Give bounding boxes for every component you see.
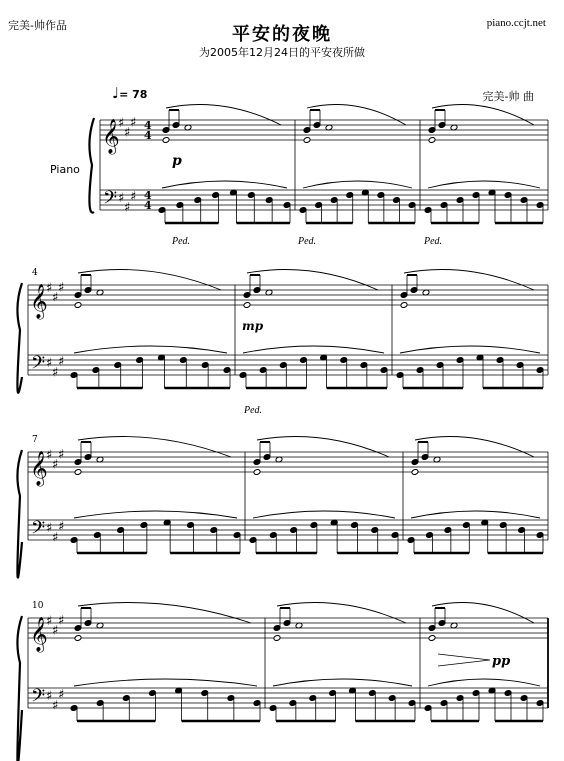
treble-staff	[100, 104, 548, 155]
slur	[428, 679, 540, 686]
measure-number: 4	[32, 268, 38, 278]
system-brace	[89, 118, 94, 213]
slur	[257, 436, 389, 457]
pedal-mark: Ped.	[172, 236, 191, 247]
note-head	[243, 302, 251, 309]
score-system	[17, 268, 548, 393]
slur	[74, 346, 227, 353]
note-head	[273, 635, 281, 642]
slur	[415, 436, 534, 457]
treble-clef-icon: 𝄞	[30, 284, 48, 319]
note-head	[400, 302, 408, 309]
bass-staff	[28, 679, 548, 721]
note-head	[74, 635, 82, 642]
slur	[74, 679, 257, 686]
bass-clef-icon: 𝄢	[31, 353, 46, 378]
sharp-sign: ♯	[46, 448, 53, 463]
note-head	[74, 469, 82, 476]
sharp-sign: ♯	[58, 280, 65, 296]
slur	[78, 269, 221, 290]
time-signature-bottom: 4	[144, 129, 152, 142]
note-head	[74, 302, 82, 309]
slur	[277, 602, 406, 623]
score-system	[89, 104, 548, 223]
dynamic-marking: mp	[242, 319, 264, 333]
system-brace	[17, 616, 22, 761]
time-signature-bottom: 4	[144, 199, 152, 212]
slur	[74, 511, 237, 518]
slur	[400, 346, 540, 353]
treble-staff	[28, 602, 548, 653]
slur	[78, 602, 251, 623]
sharp-sign: ♯	[46, 521, 53, 536]
composer-credit: 完美-帅 曲	[482, 90, 534, 103]
header-site: piano.ccjt.net	[486, 17, 546, 29]
slur	[166, 104, 281, 125]
sharp-sign: ♯	[124, 200, 131, 216]
slur	[411, 511, 540, 518]
note-head	[162, 137, 170, 144]
treble-clef-icon: 𝄞	[30, 451, 48, 486]
pedal-mark: Ped.	[298, 236, 317, 247]
sharp-sign: ♯	[58, 687, 65, 703]
score-systems	[17, 104, 548, 761]
sharp-sign: ♯	[58, 613, 65, 629]
sharp-sign: ♯	[118, 191, 125, 206]
note-head	[253, 469, 261, 476]
sharp-sign: ♯	[58, 354, 65, 370]
treble-clef-icon: 𝄞	[102, 119, 120, 154]
bass-staff	[28, 511, 548, 553]
page-title: 平安的夜晚	[232, 24, 332, 45]
slur	[428, 181, 540, 188]
sharp-sign: ♯	[52, 365, 59, 381]
sharp-sign: ♯	[46, 689, 53, 704]
time-signature-top: 4	[144, 119, 152, 132]
quarter-note-icon: ♩	[112, 84, 120, 102]
time-signature-top: 4	[144, 189, 152, 202]
instrument-label: Piano	[50, 163, 80, 176]
tempo-value: = 78	[119, 88, 148, 101]
sharp-sign: ♯	[58, 519, 65, 535]
slur	[253, 511, 395, 518]
slur	[243, 346, 384, 353]
slur	[432, 602, 534, 623]
treble-staff	[28, 269, 548, 320]
sharp-sign: ♯	[58, 447, 65, 463]
slur	[273, 679, 412, 686]
pedal-mark: Ped.	[424, 236, 443, 247]
bass-clef-icon: 𝄢	[31, 518, 46, 543]
bass-staff	[100, 181, 548, 223]
dynamic-marking: p	[172, 153, 182, 169]
sharp-sign: ♯	[52, 623, 59, 639]
note-head	[303, 137, 311, 144]
score-system	[17, 435, 548, 578]
sharp-sign: ♯	[46, 614, 53, 629]
slur	[404, 269, 534, 290]
slur	[78, 436, 231, 457]
system-brace	[17, 283, 22, 393]
system-brace	[17, 450, 22, 578]
slur	[247, 269, 378, 290]
sharp-sign: ♯	[130, 115, 137, 131]
note-head	[411, 469, 419, 476]
slur	[303, 181, 412, 188]
slur	[307, 104, 406, 125]
sharp-sign: ♯	[124, 125, 131, 141]
score-system	[17, 601, 548, 761]
note-head	[428, 635, 436, 642]
note-head	[428, 137, 436, 144]
sharp-sign: ♯	[118, 116, 125, 131]
slur	[432, 104, 534, 125]
hairpin	[438, 654, 490, 666]
sharp-sign: ♯	[52, 530, 59, 546]
header-left-credit: 完美-帅作品	[8, 19, 67, 32]
sharp-sign: ♯	[52, 698, 59, 714]
slur	[162, 181, 287, 188]
pedal-mark: Ped.	[244, 405, 263, 416]
bass-clef-icon: 𝄢	[31, 686, 46, 711]
measure-number: 10	[32, 601, 44, 611]
sharp-sign: ♯	[130, 189, 137, 205]
dynamic-marking: pp	[492, 654, 511, 669]
bass-clef-icon: 𝄢	[103, 188, 118, 213]
measure-number: 7	[32, 435, 38, 445]
bass-staff	[28, 346, 548, 388]
page-subtitle: 为2005年12月24日的平安夜所做	[199, 46, 365, 59]
sharp-sign: ♯	[46, 356, 53, 371]
sharp-sign: ♯	[52, 457, 59, 473]
treble-clef-icon: 𝄞	[30, 617, 48, 652]
treble-staff	[28, 436, 548, 487]
sharp-sign: ♯	[52, 290, 59, 306]
sharp-sign: ♯	[46, 281, 53, 296]
